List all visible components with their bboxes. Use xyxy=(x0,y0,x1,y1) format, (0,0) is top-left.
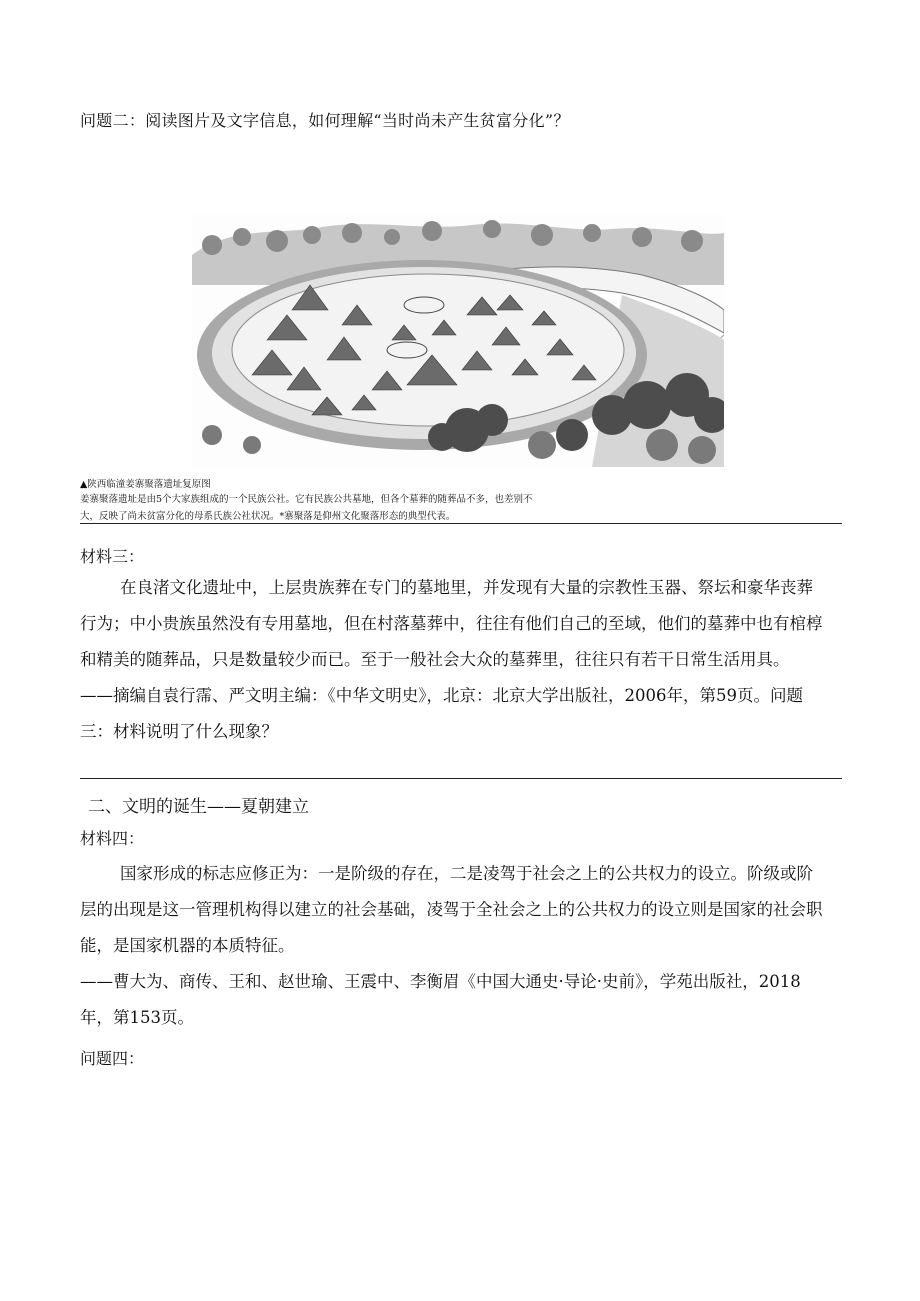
figure-caption-line: 大，反映了尚未贫富分化的母系氏族公社状况。*寨聚落是仰州文化聚落形态的典型代表。 xyxy=(80,511,456,522)
figure-caption-line: 姜寨聚落遗址是由5个大家族组成的一个民族公社。它有民族公共墓地，但各个墓葬的随葬品不多，也差别不 xyxy=(80,494,533,505)
text-line: 年，第153页。 xyxy=(80,1008,194,1027)
material-3-heading: 材料三： xyxy=(80,547,145,566)
settlement-reconstruction-illustration xyxy=(192,215,724,467)
text-line: 在良渚文化遗址中，上层贵族葬在专门的墓地里，并发现有大量的宗教性玉器、祭坛和豪华丧葬 xyxy=(120,578,813,597)
divider xyxy=(80,523,842,524)
question-4: 问题四： xyxy=(80,1049,145,1068)
text-line: 能，是国家机器的本质特征。 xyxy=(80,936,295,955)
section-2-heading: 二、文明的诞生——夏朝建立 xyxy=(88,797,309,817)
figure-caption-title: ▲陕西临潼姜寨聚落遗址复原图 xyxy=(80,479,211,490)
text-line: 三：材料说明了什么现象？ xyxy=(80,722,278,741)
text-line: 国家形成的标志应修正为：一是阶级的存在，二是凌驾于社会之上的公共权力的设立。阶级或阶 xyxy=(120,864,813,883)
divider xyxy=(80,778,842,779)
question-2: 问题二：阅读图片及文字信息，如何理解“当时尚未产生贫富分化”？ xyxy=(80,111,570,130)
text-line: 层的出现是这一管理机构得以建立的社会基础，凌驾于全社会之上的公共权力的设立则是国家的社会职 xyxy=(80,900,823,919)
text-line: ——曹大为、商传、王和、赵世瑜、王震中、李衡眉《中国大通史·导论·史前》，学苑出版社，2018 xyxy=(80,972,801,991)
material-4-heading: 材料四： xyxy=(80,829,145,848)
material-4-text xyxy=(80,856,846,1036)
material-3-text xyxy=(80,570,846,750)
text-line: ——摘编自袁行霈、严文明主编：《中华文明史》，北京：北京大学出版社，2006年，第59页。问题 xyxy=(80,686,803,705)
text-line: 和精美的随葬品，只是数量较少而已。至于一般社会大众的墓葬里，往往只有若干日常生活用具。 xyxy=(80,650,790,669)
text-line: 行为；中小贵族虽然没有专用墓地，但在村落墓葬中，往往有他们自己的至域，他们的墓葬中也有棺椁 xyxy=(80,614,823,633)
